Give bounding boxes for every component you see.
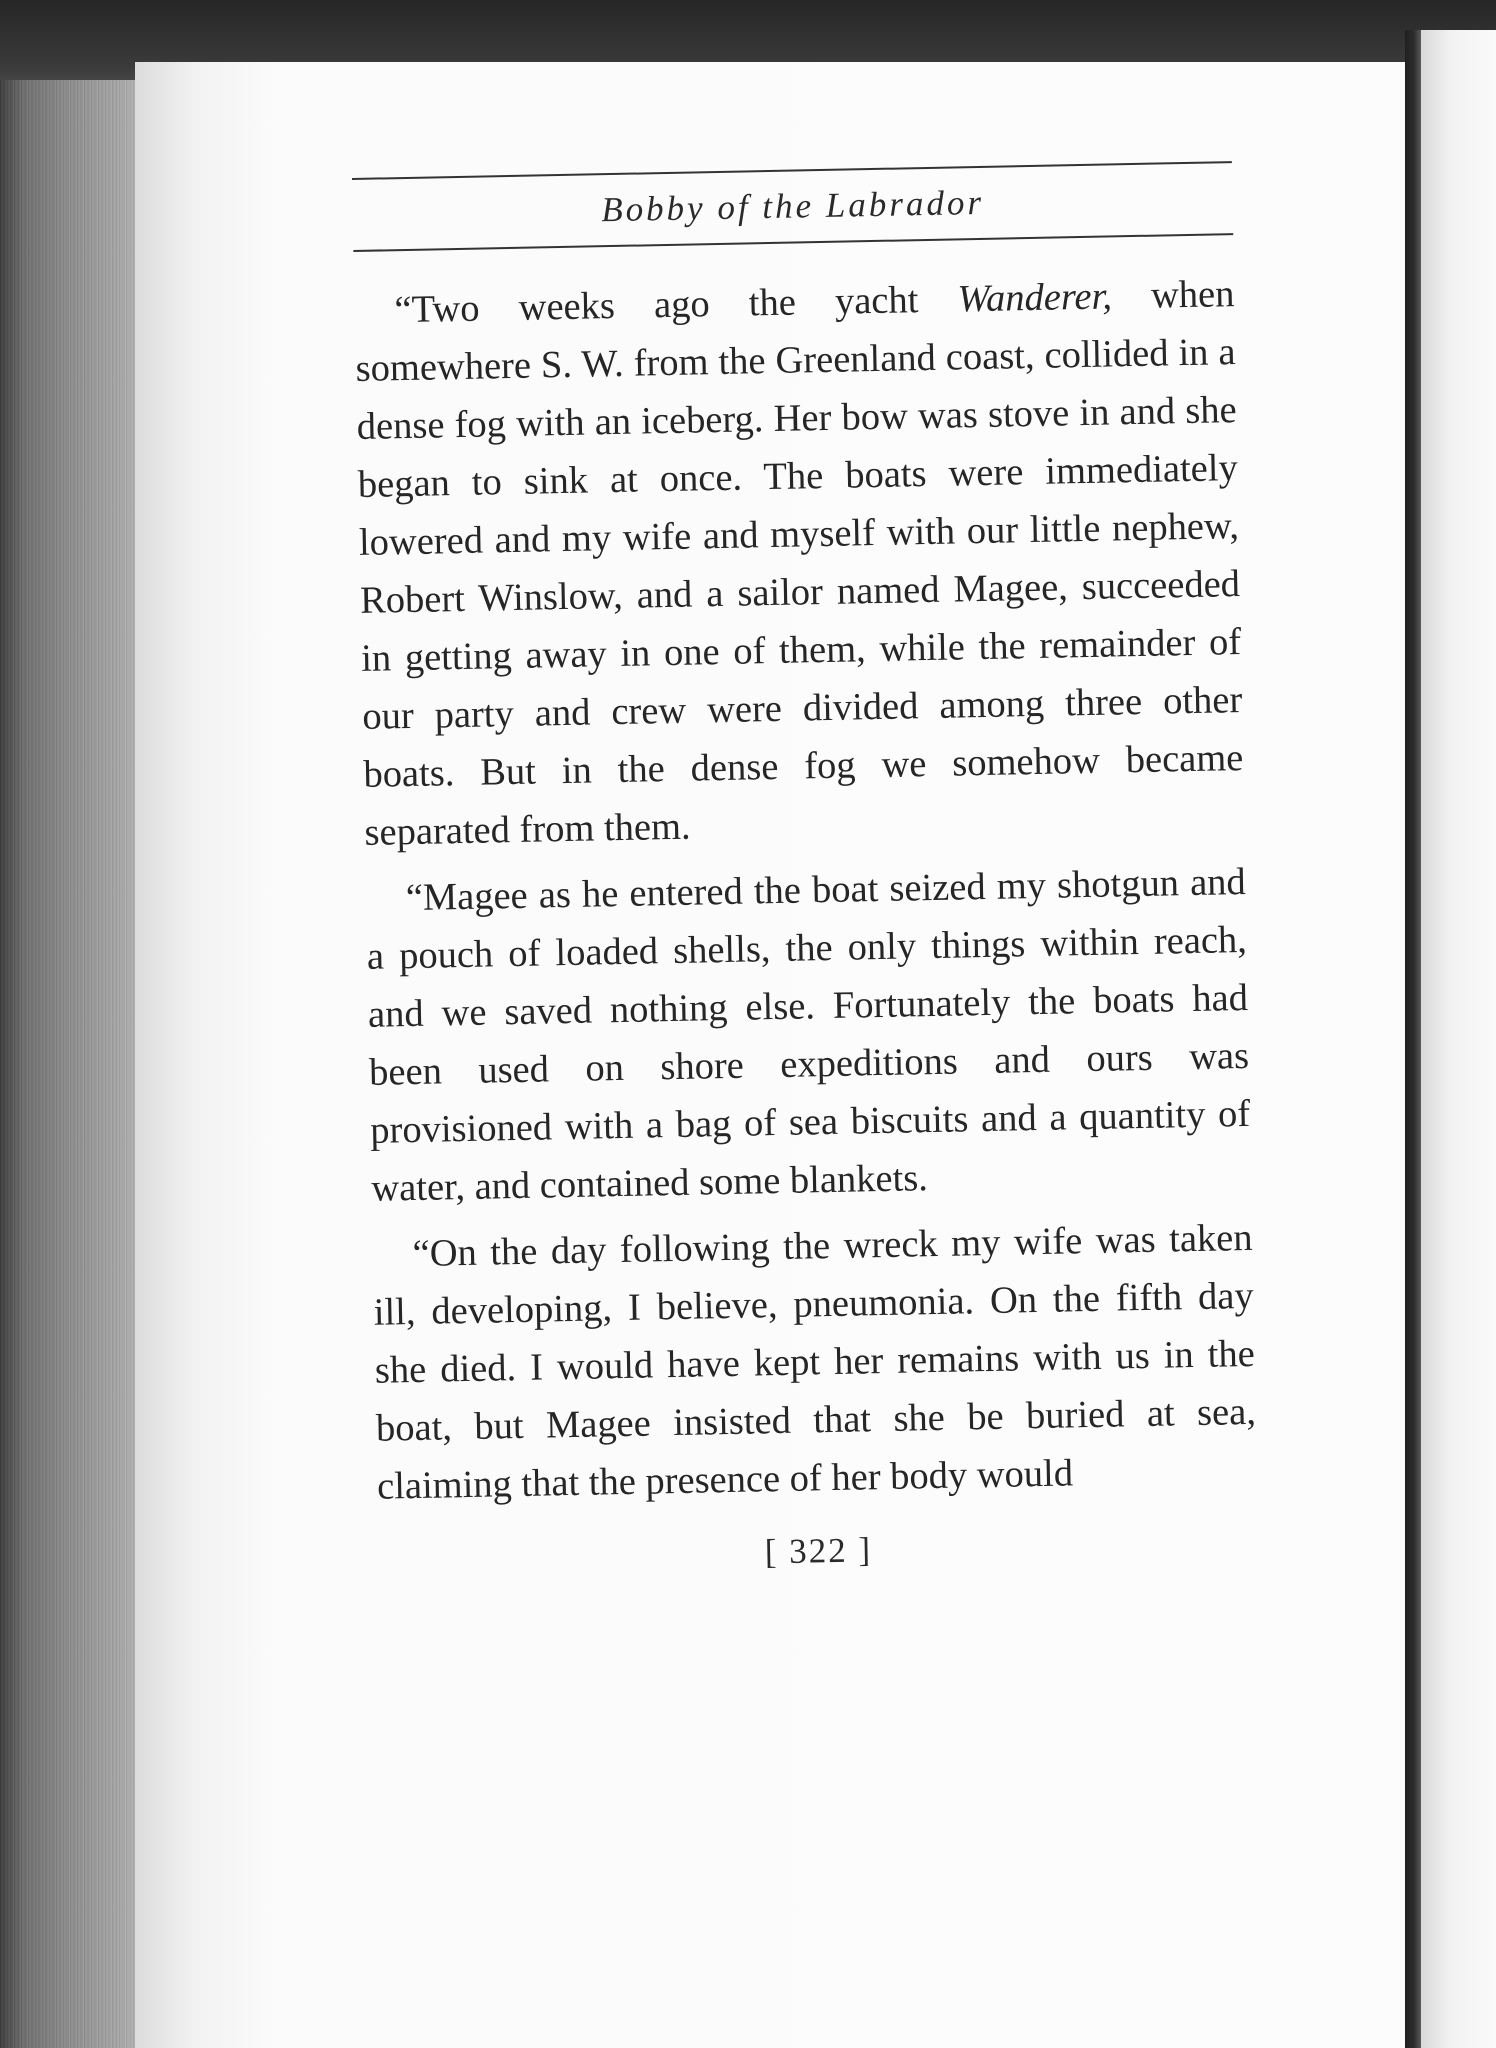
page-number: [ 322 ] <box>764 1530 873 1572</box>
paragraph-1 <box>354 265 1245 862</box>
body-text <box>354 265 1258 1516</box>
paragraph-1-start: “Two weeks ago the yacht <box>394 278 958 332</box>
page-text-block <box>352 161 1259 1580</box>
yacht-name: Wanderer, <box>957 275 1113 321</box>
paragraph-2: “Magee as he entered the boat seized my shotgun and a pouch of loaded shells, the only things within reach, and we saved nothing else. Fortunately the boats had been used on shore expeditions and ours was provisioned with a bag of sea biscuits and a quantity of water, and contained some blankets. <box>366 860 1251 1210</box>
running-head: Bobby of the Labrador <box>600 182 985 230</box>
facing-page <box>1421 30 1496 2048</box>
book-gutter <box>1405 30 1421 2048</box>
paragraph-3: “On the day following the wreck my wife was taken ill, developing, I believe, pneumonia. On the fifth day she died. I would have kept her remains with us in the boat, but Magee insisted that she be buried at sea, claiming that the presence of her body would <box>373 1216 1257 1508</box>
paragraph-1-rest: when somewhere S. W. from the Greenland coast, collided in a dense fog with an iceberg. Her bow was stove in and she began to sink at once. The boats were immediately lowered and my wife and myself with our little nephew, Robert Winslow, and a sailor named Magee, succeeded in getting away in one of them, while the remainder of our party and crew were divided among three other boats. But in the dense fog we somehow became separated from them. <box>355 273 1244 854</box>
